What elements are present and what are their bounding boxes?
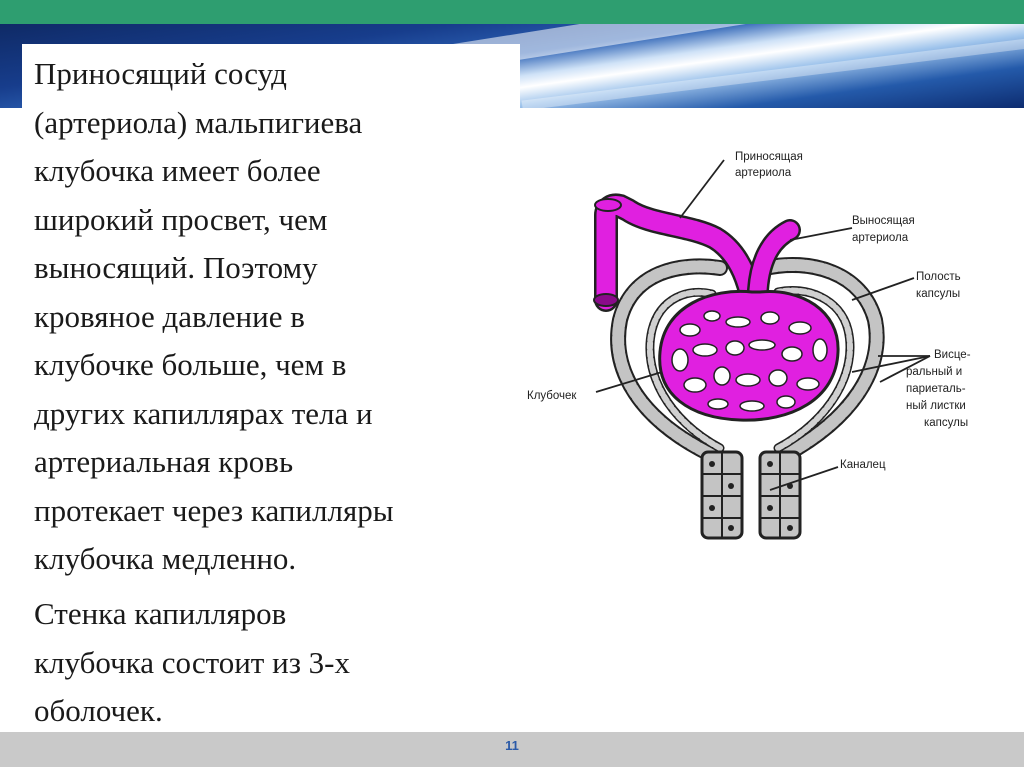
label-glomerulus: Клубочек bbox=[527, 390, 577, 402]
afferent-arteriole-lumen bbox=[594, 294, 618, 306]
label-cavity-line1: Полость bbox=[916, 271, 961, 283]
label-layers-line2: ральный и bbox=[906, 366, 963, 378]
body-paragraph-2: Стенка капилляров клубочка состоит из 3-х оболочек. bbox=[34, 596, 351, 728]
label-afferent-line1: Приносящая bbox=[735, 151, 803, 163]
label-layers-line5: капсулы bbox=[924, 417, 969, 429]
label-afferent-line2: артериола bbox=[735, 167, 792, 179]
tubule bbox=[702, 452, 800, 538]
top-accent-band bbox=[0, 0, 1024, 24]
glomerulus-diagram bbox=[520, 140, 990, 540]
label-efferent-line2: артериола bbox=[852, 232, 909, 244]
afferent-arteriole-end bbox=[595, 199, 621, 211]
afferent-arteriole bbox=[606, 205, 750, 300]
label-efferent-line1: Выносящая bbox=[852, 215, 915, 227]
body-paragraph-1: Приносящий сосуд (артериола) мальпигиева клубочка имеет более широкий просвет, чем выносящий. Поэтому кровяное давление в клубочке больше, чем в других капиллярах тела и артериальная кровь протекает через капилляры клубочка медленно. bbox=[34, 56, 394, 576]
page-number: 11 bbox=[505, 738, 519, 753]
label-layers-line1: Висце- bbox=[934, 349, 971, 361]
label-cavity-line2: капсулы bbox=[916, 288, 961, 300]
label-layers-line4: ный листки bbox=[906, 400, 966, 412]
glomerular-tuft bbox=[660, 291, 838, 420]
label-tubule: Каналец bbox=[840, 459, 886, 471]
label-layers-line3: париеталь- bbox=[906, 383, 966, 395]
